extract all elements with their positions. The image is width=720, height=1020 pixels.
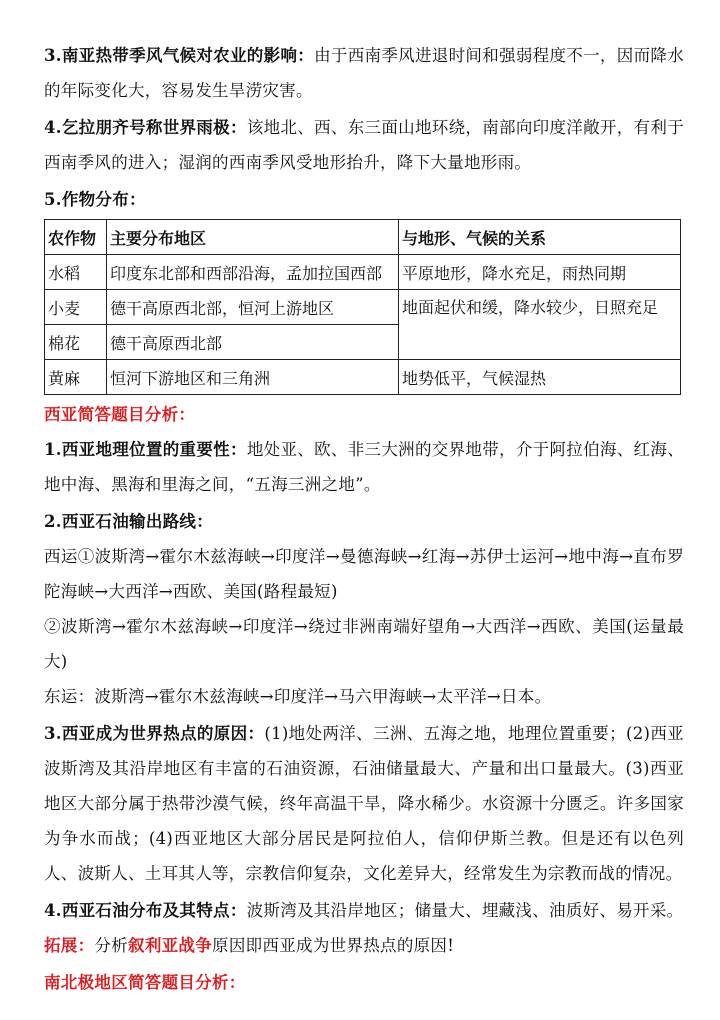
table-cell-region: 德干高原西北部 <box>107 325 399 360</box>
section-body: 该地北、西、东三面山地环绕，南部向印度洋敞开，有利于西南季风的进入；湿润的西南季风受地形抬升，降下大量地形雨。 <box>44 118 684 172</box>
section-body: 由于西南季风进退时间和强弱程度不一，因而降水的年际变化大，容易发生旱涝灾害。 <box>44 46 684 100</box>
table-header: 与地形、气候的关系 <box>399 220 681 255</box>
table-cell-region: 恒河下游地区和三角洲 <box>107 360 399 395</box>
oil-route-west-2: ②波斯湾→霍尔木兹海峡→印度洋→绕过非洲南端好望角→大西洋→西欧、美国(运量最大) <box>44 617 684 671</box>
west-asia-heading: 西亚简答题目分析： <box>44 405 196 424</box>
crop-table <box>44 219 681 395</box>
section-title: 3.西亚成为世界热点的原因： <box>44 724 265 743</box>
section-title: 1.西亚地理位置的重要性： <box>44 440 247 459</box>
section-south-asia-monsoon <box>44 38 684 108</box>
section-body: 地处亚、欧、非三大洲的交界地带，介于阿拉伯海、红海、地中海、黑海和里海之间，“五海三洲之地”。 <box>44 440 684 494</box>
section-oil-distribution <box>44 893 684 928</box>
table-header-row <box>45 220 681 255</box>
table-cell-relation: 地面起伏和缓，降水较少，日照充足 <box>399 290 681 360</box>
section-west-asia-location <box>44 432 684 502</box>
polar-heading: 南北极地区简答题目分析： <box>44 973 246 992</box>
table-cell-relation: 平原地形，降水充足，雨热同期 <box>399 255 681 290</box>
section-title: 4.西亚石油分布及其特点： <box>44 901 247 920</box>
oil-route-east: 东运：波斯湾→霍尔木兹海峡→印度洋→马六甲海峡→太平洋→日本。 <box>44 687 552 706</box>
extension-note <box>44 928 684 963</box>
oil-route-west-1: 西运①波斯湾→霍尔木兹海峡→印度洋→曼德海峡→红海→苏伊士运河→地中海→直布罗陀海峡→大西洋→西欧、美国(路程最短) <box>44 547 684 601</box>
extension-label: 拓展： <box>44 936 95 955</box>
table-cell-region: 德干高原西北部，恒河上游地区 <box>107 290 399 325</box>
extension-highlight: 叙利亚战争 <box>128 936 213 955</box>
table-cell-region: 印度东北部和西部沿海，孟加拉国西部 <box>107 255 399 290</box>
section-hotspot-reasons <box>44 716 684 891</box>
table-cell-crop: 水稻 <box>45 255 107 290</box>
section-oil-routes <box>44 504 684 539</box>
table-header: 农作物 <box>45 220 107 255</box>
section-body: (1)地处两洋、三洲、五海之地，地理位置重要；(2)西亚波斯湾及其沿岸地区有丰富的石油资源，石油储量最大、产量和出口量最大。(3)西亚地区大部分属于热带沙漠气候，终年高温干旱，降水稀少。水资源十分匮乏。许多国家为争水而战；(4)西亚地区大部分居民是阿拉伯人，信仰伊斯兰教。但是还有以色列人、波斯人、土耳其人等，宗教信仰复杂，文化差异大，经常发生为宗教而战的情况。 <box>44 724 684 883</box>
table-row <box>45 255 681 290</box>
table-row <box>45 360 681 395</box>
section-title: 3.南亚热带季风气候对农业的影响： <box>44 46 315 65</box>
section-title: 4.乞拉朋齐号称世界雨极： <box>44 118 247 137</box>
table-row <box>45 290 681 325</box>
section-cherrapunji <box>44 110 684 180</box>
section-title: 5.作物分布： <box>44 190 146 209</box>
extension-text-post: 原因即西亚成为世界热点的原因! <box>212 936 455 955</box>
section-title: 2.西亚石油输出路线： <box>44 512 214 531</box>
table-header: 主要分布地区 <box>107 220 399 255</box>
section-body: 波斯湾及其沿岸地区；储量大、埋藏浅、油质好、易开采。 <box>246 901 684 920</box>
table-cell-relation: 地势低平，气候湿热 <box>399 360 681 395</box>
extension-text-pre: 分析 <box>94 936 129 955</box>
document-page <box>44 38 684 1000</box>
table-cell-crop: 棉花 <box>45 325 107 360</box>
table-cell-crop: 小麦 <box>45 290 107 325</box>
table-cell-crop: 黄麻 <box>45 360 107 395</box>
section-crop-distribution <box>44 182 684 217</box>
